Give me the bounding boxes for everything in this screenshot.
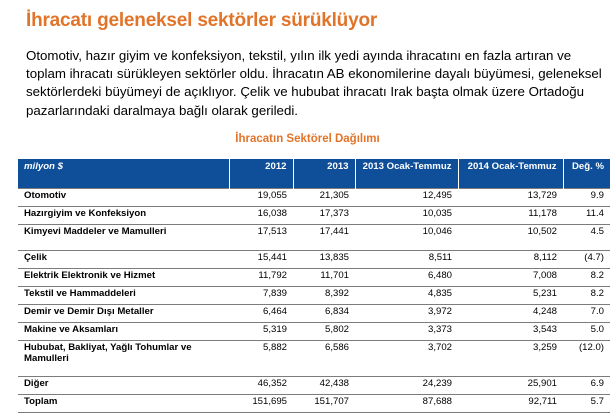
table-row — [18, 225, 610, 251]
row-label: Tekstil ve Hammaddeleri — [18, 287, 229, 305]
row-value: 5,882 — [229, 341, 293, 377]
table-row — [18, 251, 610, 269]
row-value: 92,711 — [458, 395, 563, 413]
row-value: 151,707 — [293, 395, 355, 413]
table-header-row — [18, 159, 610, 189]
table-row — [18, 341, 610, 377]
row-value: 6,464 — [229, 305, 293, 323]
intro-paragraph: Otomotiv, hazır giyim ve konfeksiyon, tekstil, yılın ilk yedi ayında ihracatını en fazla artıran ve toplam ihracatı sürükleyen sektörler oldu. İhracatın AB ekonomilerine dayalı büyümesi, geleneksel sektörlerdeki büyümeyi de açıklıyor. Çelik ve hububat ihracatı Irak başta olmak üzere Ortadoğu pazarlarındaki daralmaya bağlı olarak geriledi. — [26, 48, 602, 118]
row-value: 87,688 — [355, 395, 458, 413]
row-label: Demir ve Demir Dışı Metaller — [18, 305, 229, 323]
row-value: 4,248 — [458, 305, 563, 323]
table-row — [18, 287, 610, 305]
row-label: Hububat, Bakliyat, Yağlı Tohumlar ve Mamulleri — [18, 341, 229, 377]
row-value: 11,178 — [458, 207, 563, 225]
row-value: 10,035 — [355, 207, 458, 225]
row-value: 151,695 — [229, 395, 293, 413]
row-value: 5,319 — [229, 323, 293, 341]
row-value: 17,513 — [229, 225, 293, 251]
row-value: 3,259 — [458, 341, 563, 377]
row-value: 6,834 — [293, 305, 355, 323]
row-value: 17,441 — [293, 225, 355, 251]
row-value: 11,701 — [293, 269, 355, 287]
header-change-pct: Değ. % — [572, 161, 604, 172]
row-value: 16,038 — [229, 207, 293, 225]
row-value: 13,729 — [458, 189, 563, 207]
row-value: 8,112 — [458, 251, 563, 269]
row-value: 24,239 — [355, 377, 458, 395]
row-value: 13,835 — [293, 251, 355, 269]
row-label: Çelik — [18, 251, 229, 269]
header-2014-jan-jul: 2014 Ocak-Temmuz — [458, 159, 563, 189]
header-2013: 2013 — [293, 159, 355, 189]
row-value: 6.9 — [563, 377, 610, 395]
row-value: 4,835 — [355, 287, 458, 305]
row-value: 17,373 — [293, 207, 355, 225]
row-value: 42,438 — [293, 377, 355, 395]
row-value: 3,972 — [355, 305, 458, 323]
row-value: 6,586 — [293, 341, 355, 377]
row-value: 10,502 — [458, 225, 563, 251]
row-label: Makine ve Aksamları — [18, 323, 229, 341]
row-label: Otomotiv — [18, 189, 229, 207]
row-label: Kimyevi Maddeler ve Mamulleri — [18, 225, 229, 251]
row-value: 7.0 — [563, 305, 610, 323]
row-value: 10,046 — [355, 225, 458, 251]
header-2012: 2012 — [229, 159, 293, 189]
row-value: 5,231 — [458, 287, 563, 305]
table-row — [18, 305, 610, 323]
row-value: 11,792 — [229, 269, 293, 287]
table-row — [18, 189, 610, 207]
row-value: 6,480 — [355, 269, 458, 287]
table-row — [18, 377, 610, 395]
row-value: 3,543 — [458, 323, 563, 341]
row-value: (12.0) — [563, 341, 610, 377]
header-2013-jan-jul: 2013 Ocak-Temmuz — [355, 159, 458, 189]
row-label: Hazırgiyim ve Konfeksiyon — [18, 207, 229, 225]
row-value: 12,495 — [355, 189, 458, 207]
row-value: 11.4 — [563, 207, 610, 225]
row-value: 3,702 — [355, 341, 458, 377]
row-value: 8.2 — [563, 269, 610, 287]
table-row — [18, 207, 610, 225]
page-title: İhracatı geleneksel sektörler sürüklüyor — [26, 10, 378, 31]
row-value: 5.7 — [563, 395, 610, 413]
table-row — [18, 323, 610, 341]
table-title: İhracatın Sektörel Dağılımı — [235, 133, 380, 145]
header-unit: milyon $ — [18, 159, 229, 189]
row-label: Diğer — [18, 377, 229, 395]
row-value: 9.9 — [563, 189, 610, 207]
row-value: 3,373 — [355, 323, 458, 341]
row-value: 21,305 — [293, 189, 355, 207]
row-value: 5.0 — [563, 323, 610, 341]
row-value: 4.5 — [563, 225, 610, 251]
row-value: 5,802 — [293, 323, 355, 341]
table-row — [18, 269, 610, 287]
row-value: (4.7) — [563, 251, 610, 269]
row-value: 25,901 — [458, 377, 563, 395]
row-value: 19,055 — [229, 189, 293, 207]
row-value: 7,839 — [229, 287, 293, 305]
row-value: 7,008 — [458, 269, 563, 287]
row-label: Toplam — [18, 395, 229, 413]
sector-export-table — [18, 159, 610, 413]
row-value: 8,392 — [293, 287, 355, 305]
row-value: 46,352 — [229, 377, 293, 395]
row-value: 8,511 — [355, 251, 458, 269]
row-label: Elektrik Elektronik ve Hizmet — [18, 269, 229, 287]
row-value: 8.2 — [563, 287, 610, 305]
row-value: 15,441 — [229, 251, 293, 269]
table-row — [18, 395, 610, 413]
